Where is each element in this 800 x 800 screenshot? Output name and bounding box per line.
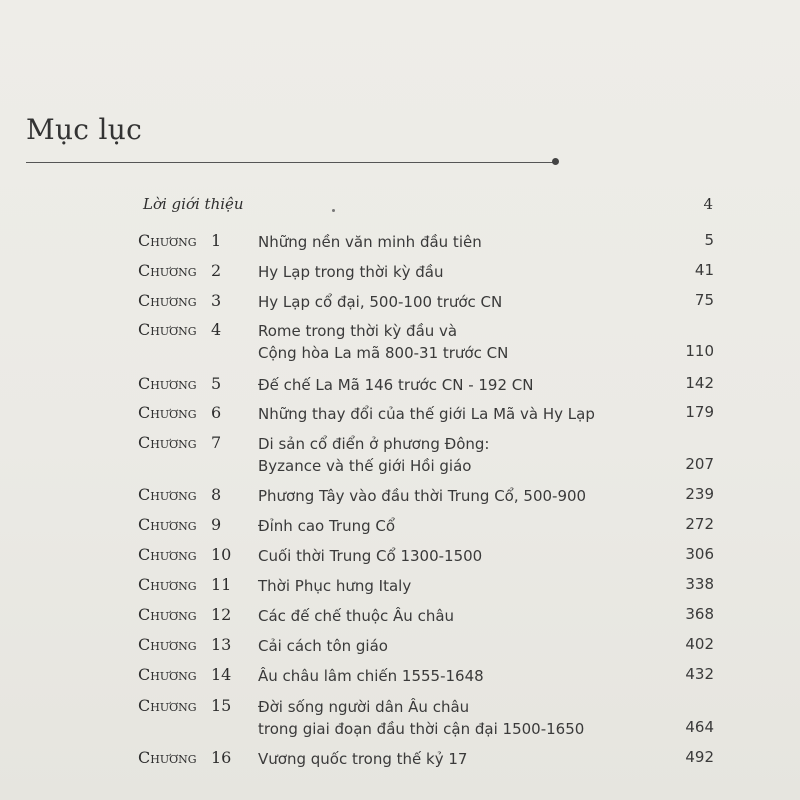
chapter-word: Chương bbox=[138, 403, 197, 422]
chapter-page-number: 41 bbox=[694, 261, 714, 279]
chapter-word: Chương bbox=[138, 635, 197, 654]
chapter-label bbox=[138, 696, 250, 715]
chapter-number: 16 bbox=[211, 748, 232, 767]
chapter-word: Chương bbox=[138, 433, 197, 452]
chapter-title bbox=[258, 231, 658, 253]
chapter-page-number: 239 bbox=[685, 485, 714, 503]
chapter-number: 4 bbox=[211, 320, 222, 339]
chapter-title bbox=[258, 291, 658, 313]
chapter-title-line: Âu châu lâm chiến 1555-1648 bbox=[258, 667, 484, 685]
title-rule bbox=[26, 162, 554, 163]
chapter-title-line: Di sản cổ điển ở phương Đông: bbox=[258, 435, 490, 453]
rule-end-dot bbox=[552, 158, 559, 165]
chapter-title-line: Những nền văn minh đầu tiên bbox=[258, 233, 482, 251]
chapter-title bbox=[258, 665, 658, 687]
chapter-number: 13 bbox=[211, 635, 232, 654]
chapter-label bbox=[138, 374, 250, 393]
chapter-number: 3 bbox=[211, 291, 222, 310]
chapter-page-number: 179 bbox=[685, 403, 714, 421]
chapter-title-line: Đời sống người dân Âu châu bbox=[258, 698, 470, 716]
chapter-page-number: 75 bbox=[694, 291, 714, 309]
chapter-title bbox=[258, 635, 658, 657]
chapter-page-number: 492 bbox=[685, 748, 714, 766]
intro-title: Lời giới thiệu bbox=[143, 195, 244, 213]
chapter-word: Chương bbox=[138, 665, 197, 684]
chapter-page-number: 272 bbox=[685, 515, 714, 533]
chapter-word: Chương bbox=[138, 748, 197, 767]
chapter-page-number: 338 bbox=[685, 575, 714, 593]
chapter-label bbox=[138, 665, 250, 684]
chapter-title bbox=[258, 261, 658, 283]
chapter-title bbox=[258, 320, 658, 364]
chapter-number: 6 bbox=[211, 403, 222, 422]
page-title: Mục lục bbox=[26, 113, 143, 146]
chapter-word: Chương bbox=[138, 291, 197, 310]
chapter-title bbox=[258, 748, 658, 770]
chapter-number: 2 bbox=[211, 261, 222, 280]
chapter-word: Chương bbox=[138, 605, 197, 624]
chapter-page-number: 402 bbox=[685, 635, 714, 653]
chapter-word: Chương bbox=[138, 575, 197, 594]
chapter-label bbox=[138, 605, 250, 624]
chapter-word: Chương bbox=[138, 320, 197, 339]
chapter-title-line: Phương Tây vào đầu thời Trung Cổ, 500-900 bbox=[258, 487, 587, 505]
chapter-word: Chương bbox=[138, 231, 197, 250]
chapter-label bbox=[138, 748, 250, 767]
chapter-title-line: Rome trong thời kỳ đầu và bbox=[258, 322, 458, 340]
chapter-word: Chương bbox=[138, 515, 197, 534]
chapter-label bbox=[138, 635, 250, 654]
chapter-title bbox=[258, 575, 658, 597]
chapter-label bbox=[138, 433, 250, 452]
chapter-number: 14 bbox=[211, 665, 232, 684]
chapter-number: 15 bbox=[211, 696, 232, 715]
chapter-word: Chương bbox=[138, 545, 197, 564]
chapter-title bbox=[258, 403, 658, 425]
intro-page: 4 bbox=[703, 195, 713, 213]
chapter-title-line: Các đế chế thuộc Âu châu bbox=[258, 607, 455, 625]
chapter-label bbox=[138, 403, 250, 422]
chapter-title-line: Cộng hòa La mã 800-31 trước CN bbox=[258, 344, 509, 362]
chapter-word: Chương bbox=[138, 696, 197, 715]
chapter-label bbox=[138, 291, 250, 310]
chapter-label bbox=[138, 515, 250, 534]
toc-intro-entry[interactable] bbox=[143, 195, 713, 217]
chapter-number: 1 bbox=[211, 231, 222, 250]
chapter-title-line: Hy Lạp cổ đại, 500-100 trước CN bbox=[258, 293, 503, 311]
chapter-title bbox=[258, 545, 658, 567]
chapter-number: 12 bbox=[211, 605, 232, 624]
chapter-number: 5 bbox=[211, 374, 222, 393]
chapter-title bbox=[258, 696, 658, 740]
chapter-page-number: 110 bbox=[685, 342, 714, 360]
chapter-title-line: Hy Lạp trong thời kỳ đầu bbox=[258, 263, 444, 281]
chapter-label bbox=[138, 231, 250, 250]
chapter-title bbox=[258, 605, 658, 627]
chapter-title-line: trong giai đoạn đầu thời cận đại 1500-1650 bbox=[258, 720, 585, 738]
chapter-title-line: Byzance và thế giới Hồi giáo bbox=[258, 457, 472, 475]
chapter-number: 11 bbox=[211, 575, 232, 594]
chapter-page-number: 142 bbox=[685, 374, 714, 392]
chapter-title bbox=[258, 374, 658, 396]
chapter-word: Chương bbox=[138, 374, 197, 393]
chapter-title bbox=[258, 485, 658, 507]
chapter-title-line: Đế chế La Mã 146 trước CN - 192 CN bbox=[258, 376, 534, 394]
chapter-label bbox=[138, 261, 250, 280]
chapter-page-number: 368 bbox=[685, 605, 714, 623]
chapter-label bbox=[138, 575, 250, 594]
chapter-page-number: 207 bbox=[685, 455, 714, 473]
chapter-title bbox=[258, 515, 658, 537]
chapter-page-number: 464 bbox=[685, 718, 714, 736]
chapter-title-line: Những thay đổi của thế giới La Mã và Hy Lạp bbox=[258, 405, 595, 423]
chapter-number: 7 bbox=[211, 433, 222, 452]
chapter-page-number: 5 bbox=[704, 231, 714, 249]
chapter-title bbox=[258, 433, 658, 477]
chapter-label bbox=[138, 320, 250, 339]
chapter-title-line: Đỉnh cao Trung Cổ bbox=[258, 517, 396, 535]
chapter-title-line: Thời Phục hưng Italy bbox=[258, 577, 412, 595]
chapter-page-number: 432 bbox=[685, 665, 714, 683]
chapter-title-line: Cải cách tôn giáo bbox=[258, 637, 388, 655]
chapter-title-line: Cuối thời Trung Cổ 1300-1500 bbox=[258, 547, 483, 565]
chapter-label bbox=[138, 545, 250, 564]
chapter-title-line: Vương quốc trong thế kỷ 17 bbox=[258, 750, 468, 768]
chapter-page-number: 306 bbox=[685, 545, 714, 563]
chapter-word: Chương bbox=[138, 485, 197, 504]
chapter-label bbox=[138, 485, 250, 504]
chapter-word: Chương bbox=[138, 261, 197, 280]
chapter-number: 8 bbox=[211, 485, 222, 504]
chapter-number: 10 bbox=[211, 545, 232, 564]
chapter-number: 9 bbox=[211, 515, 222, 534]
